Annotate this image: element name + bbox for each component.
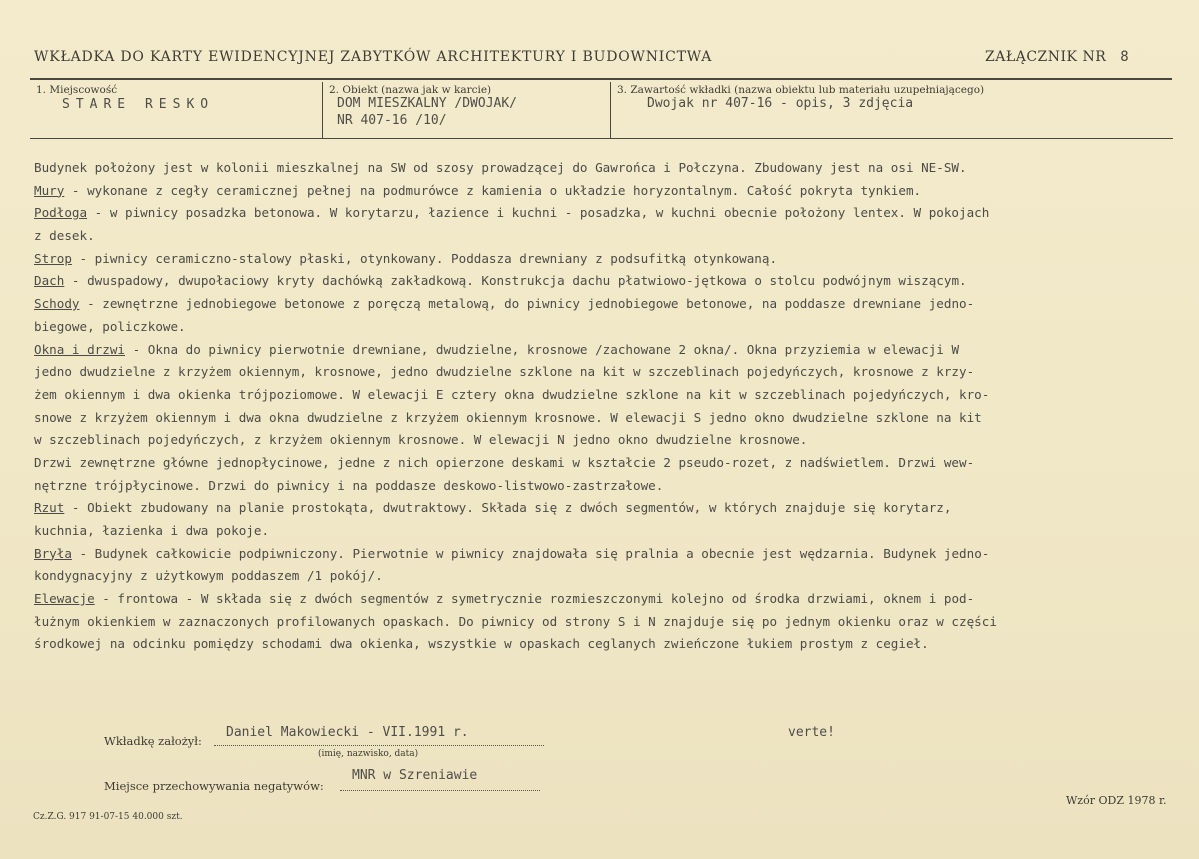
section-heading: Dach bbox=[34, 273, 65, 289]
description-line bbox=[34, 202, 1174, 225]
locality-label: 1. Miejscowość bbox=[36, 84, 118, 96]
description-line bbox=[34, 588, 1174, 611]
section-heading: Bryła bbox=[34, 545, 72, 561]
description-line bbox=[34, 384, 1174, 407]
description-line bbox=[34, 497, 1174, 520]
header-rule bbox=[30, 78, 1172, 80]
print-info: Cz.Z.G. 917 91-07-15 40.000 szt. bbox=[33, 812, 183, 822]
verte-note: verte! bbox=[788, 725, 835, 740]
description-line bbox=[34, 225, 1174, 248]
section-heading: Rzut bbox=[34, 500, 65, 516]
description-line-text: kuchnia, łazienka i dwa pokoje. bbox=[34, 523, 270, 538]
description-line bbox=[34, 157, 1174, 180]
description-line-text: z desek. bbox=[34, 228, 95, 244]
object-box bbox=[322, 82, 611, 139]
locality-box bbox=[30, 82, 322, 139]
section-heading: Okna i drzwi bbox=[34, 341, 125, 357]
description-line-text: - zewnętrzne jednobiegowe betonowe z poręczą metalową, do piwnicy jednobiegowe betonowe, na poddasze drewniane jedno- bbox=[79, 296, 975, 312]
description-line bbox=[34, 270, 1174, 293]
description-line-text: żem okiennym i dwa okienka trójpoziomowe. W elewacji E cztery okna dwudzielne szklone na kit w szczeblinach pojedyńczych, kro- bbox=[34, 386, 990, 402]
locality-value: STARE RESKO bbox=[62, 97, 215, 112]
description-line bbox=[34, 633, 1174, 656]
object-label: 2. Obiekt (nazwa jak w karcie) bbox=[329, 84, 492, 96]
founded-dotted-line bbox=[214, 745, 544, 746]
object-value-line1: DOM MIESZKALNY /DWOJAK/ bbox=[337, 96, 518, 111]
description-line bbox=[34, 293, 1174, 316]
negatives-dotted-line bbox=[340, 790, 540, 791]
section-heading: Schody bbox=[34, 296, 80, 312]
section-heading: Strop bbox=[34, 250, 72, 266]
description-line-text: - dwuspadowy, dwupołaciowy kryty dachówką zakładkową. Konstrukcja dachu płatwiowo-jętkowa o stolcu podwójnym wiszącym. bbox=[64, 273, 967, 289]
description-line-text: łużnym okienkiem w zaznaczonych profilowanych opaskach. Do piwnicy od strony S i N znajduje się po jednym okienku oraz w części bbox=[34, 613, 997, 629]
fields-row bbox=[30, 82, 1172, 140]
annex-number: 8 bbox=[1120, 49, 1130, 65]
description-line bbox=[34, 475, 1174, 498]
pattern-label: Wzór ODZ 1978 r. bbox=[1066, 794, 1167, 807]
contents-label: 3. Zawartość wkładki (nazwa obiektu lub materiału uzupełniającego) bbox=[617, 84, 985, 96]
contents-value: Dwojak nr 407-16 - opis, 3 zdjęcia bbox=[647, 96, 914, 111]
founded-label: Wkładkę założył: bbox=[104, 734, 202, 748]
object-value-line2: NR 407-16 /10/ bbox=[337, 113, 447, 128]
object-value bbox=[337, 95, 517, 129]
description-line bbox=[34, 452, 1174, 475]
negatives-value: MNR w Szreniawie bbox=[352, 768, 478, 783]
description-line bbox=[34, 248, 1174, 271]
description-line bbox=[34, 407, 1174, 430]
description-line bbox=[34, 180, 1174, 203]
founded-value: Daniel Makowiecki - VII.1991 r. bbox=[226, 725, 469, 740]
description-line bbox=[34, 543, 1174, 566]
negatives-label: Miejsce przechowywania negatywów: bbox=[104, 779, 324, 793]
description-line-text: - Obiekt zbudowany na planie prostokąta, dwutraktowy. Składa się z dwóch segmentów, w których znajduje się korytarz, bbox=[64, 500, 952, 516]
description-line bbox=[34, 339, 1174, 362]
description-line-text: kondygnacyjny z użytkowym poddaszem /1 pokój/. bbox=[34, 568, 383, 584]
founded-sub-label: (imię, nazwisko, data) bbox=[318, 749, 419, 759]
description-line-text: nętrzne trójpłycinowe. Drzwi do piwnicy i na poddasze deskowo-listwowo-zastrzałowe. bbox=[34, 477, 664, 493]
description-line-text: - Okna do piwnicy pierwotnie drewniane, dwudzielne, krosnowe /zachowane 2 okna/. Okna przyziemia w elewacji W bbox=[125, 341, 960, 357]
description-line-text: - frontowa - W składa się z dwóch segmentów z symetrycznie rozmieszczonymi kolejno od środka drzwiami, oknem i pod- bbox=[94, 591, 975, 607]
contents-box bbox=[610, 82, 1173, 139]
description-line bbox=[34, 520, 1174, 543]
description-line-text: - wykonane z cegły ceramicznej pełnej na podmurówce z kamienia o układzie horyzontalnym. Całość pokryta tynkiem. bbox=[64, 182, 922, 198]
description-line-text: Drzwi zewnętrzne główne jednopłycinowe, jedne z nich opierzone deskami w kształcie 2 pseudo-rozet, z nadświetlem. Drzwi wew- bbox=[34, 454, 975, 470]
description-line bbox=[34, 316, 1174, 339]
description-line bbox=[34, 565, 1174, 588]
section-heading: Mury bbox=[34, 182, 65, 198]
description-line-text: Budynek położony jest w kolonii mieszkalnej na SW od szosy prowadzącej do Gawrońca i Połczyna. Zbudowany jest na osi NE-SW. bbox=[34, 160, 967, 175]
description-line-text: - piwnicy ceramiczno-stalowy płaski, otynkowany. Poddasza drewniany z podsufitką otynkowaną. bbox=[71, 250, 778, 266]
description-line-text: snowe z krzyżem okiennym i dwa okna dwudzielne z krzyżem okiennym krosnowe. W elewacji S jedno okno dwudzielne szklone na kit bbox=[34, 409, 982, 425]
section-heading: Elewacje bbox=[34, 591, 95, 607]
description-line bbox=[34, 611, 1174, 634]
annex-label-text: ZAŁĄCZNIK NR bbox=[985, 49, 1107, 65]
description-line-text: jedno dwudzielne z krzyżem okiennym, krosnowe, jedno dwudzielne szklone na kit w szczeblinach pojedyńczych, krosnowe z krzy- bbox=[34, 364, 975, 380]
section-heading: Podłoga bbox=[34, 205, 88, 221]
card-title: WKŁADKA DO KARTY EWIDENCYJNEJ ZABYTKÓW ARCHITEKTURY I BUDOWNICTWA bbox=[34, 49, 713, 65]
description-line-text: - Budynek całkowicie podpiwniczony. Pierwotnie w piwnicy znajdowała się pralnia a obecnie jest wędzarnia. Budynek jedno- bbox=[71, 545, 990, 561]
description-line bbox=[34, 361, 1174, 384]
description-line-text: w szczeblinach pojedyńczych, z krzyżem okiennym krosnowe. W elewacji N jedno okno dwudzielne krosnowe. bbox=[34, 432, 808, 448]
description-line-text: - w piwnicy posadzka betonowa. W korytarzu, łazience i kuchni - posadzka, w kuchni obecnie położony lentex. W pokojach bbox=[87, 205, 990, 221]
description-text bbox=[34, 157, 1174, 656]
description-line-text: środkowej na odcinku pomiędzy schodami dwa okienka, wszystkie w opaskach ceglanych zwieńczone łukiem prostym z cegieł. bbox=[34, 636, 929, 652]
description-line bbox=[34, 429, 1174, 452]
description-line-text: biegowe, policzkowe. bbox=[34, 318, 186, 334]
annex-label bbox=[985, 49, 1129, 65]
